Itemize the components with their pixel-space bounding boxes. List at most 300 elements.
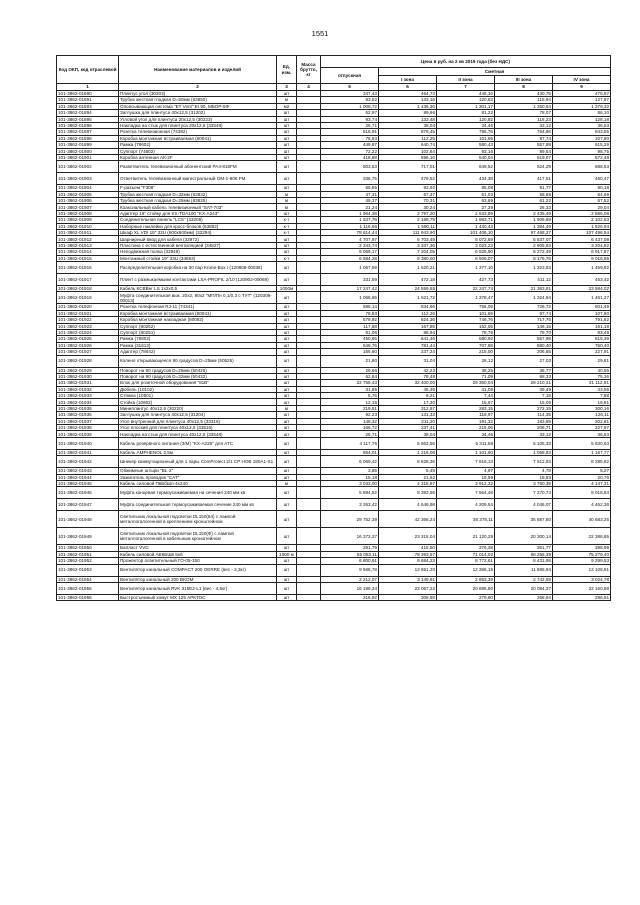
zone-3-price: 36 887,80: [495, 511, 553, 528]
item-name: Угол плоский для плинтуса 40x12,5 (33516): [119, 425, 277, 431]
column-index: 1: [57, 84, 119, 91]
zone-3-price: 114,35: [495, 412, 553, 418]
item-weight: [297, 594, 321, 600]
zone-3-price: 28 210,31: [495, 380, 553, 386]
zone-3-price: 33,12: [495, 431, 553, 437]
item-unit: шт: [277, 564, 297, 576]
zone-3-price: 20 084,37: [495, 582, 553, 594]
release-price: 4 117,76: [321, 437, 379, 449]
release-price: 216,92: [321, 594, 379, 600]
zone-1-price: 31,04: [379, 355, 437, 367]
item-unit: шт: [277, 528, 297, 545]
zone-3-price: 97 468,27: [495, 230, 553, 236]
zone-3-price: 68 256,39: [495, 551, 553, 557]
page-number: 1551: [311, 29, 329, 38]
item-weight: [297, 355, 321, 367]
table-row: [57, 511, 611, 528]
zone-2-price: 1 301,17: [437, 103, 495, 109]
item-code: 101-3862-01907: [57, 204, 119, 210]
item-name: Трубка жесткая гладкая D=32мм (63832): [119, 191, 277, 197]
release-price: 854,01: [321, 449, 379, 455]
release-price: 17 247,42: [321, 285, 379, 291]
release-price: 62,84: [321, 373, 379, 379]
table-row: [57, 564, 611, 576]
item-code: 101-3862-01952: [57, 558, 119, 564]
table-row: [57, 456, 611, 468]
zone-4-price: 2 686,08: [553, 210, 611, 216]
zone-1-price: 2 797,20: [379, 210, 437, 216]
zone-1-price: 479,52: [379, 173, 437, 185]
item-name: Неподвижная полка (32949): [119, 249, 277, 255]
release-price: 29 752,39: [321, 511, 379, 528]
column-index: 8: [495, 84, 553, 91]
item-unit: шт: [277, 122, 297, 128]
item-code: 101-3862-01912: [57, 236, 119, 242]
column-index: 2: [119, 84, 277, 91]
item-unit: шт: [277, 380, 297, 386]
item-code: 101-3862-01918: [57, 285, 119, 291]
item-name: Рамка (31613): [119, 342, 277, 348]
zone-4-price: 1 459,82: [553, 261, 611, 273]
zone-1-price: 167,85: [379, 323, 437, 329]
item-code: 101-3862-01917: [57, 273, 119, 285]
item-code: 101-3862-01935: [57, 405, 119, 411]
release-price: 2 212,07: [321, 576, 379, 582]
zone-3-price: 206,65: [495, 349, 553, 355]
item-name: Шнекер коммутационный для 1 пары ComProtect 2/1 CP НОВ 180А1-S1: [119, 456, 277, 468]
item-code: 101-3862-01934: [57, 399, 119, 405]
item-unit: шт: [277, 582, 297, 594]
item-code: 101-3862-01924: [57, 329, 119, 335]
release-price: 616,91: [321, 129, 379, 135]
price-rows: [57, 91, 611, 601]
zone-4-price: 5 630,63: [553, 437, 611, 449]
zone-1-price: 1 590,11: [379, 223, 437, 229]
item-name: Стяжка (10501): [119, 393, 277, 399]
release-price: 62,97: [321, 110, 379, 116]
header-price-group: Цена в руб. на 2 кв 2019 года (без НДС): [321, 56, 611, 68]
zone-1-price: 308,88: [379, 594, 437, 600]
zone-3-price: 15,06: [495, 399, 553, 405]
item-name: Розетка телевизионная (74382): [119, 129, 277, 135]
zone-3-price: 61,22: [495, 198, 553, 204]
zone-1-price: 21,62: [379, 474, 437, 480]
item-name: Соединительная панель "LCS" (33208): [119, 217, 277, 223]
item-name: Зажигатель проводов "CAT": [119, 474, 277, 480]
header-name: Наименование материалов и изделий: [119, 56, 277, 84]
item-unit: шт: [277, 545, 297, 551]
zone-4-price: 750,40: [553, 342, 611, 348]
item-weight: [297, 499, 321, 511]
item-weight: [297, 273, 321, 285]
release-price: 12,15: [321, 399, 379, 405]
release-price: 6 584,28: [321, 255, 379, 261]
item-code: 101-3862-01909: [57, 217, 119, 223]
item-weight: [297, 487, 321, 499]
zone-4-price: 7,88: [553, 393, 611, 399]
zone-4-price: 75 279,40: [553, 551, 611, 557]
item-code: 101-3862-01943: [57, 468, 119, 474]
item-name: Коробка монтажная встраиваемая (80041): [119, 135, 277, 141]
zone-2-price: 7 564,48: [437, 487, 495, 499]
zone-1-price: 312,57: [379, 405, 437, 411]
zone-3-price: 97,74: [495, 135, 553, 141]
zone-1-price: 8 393,56: [379, 487, 437, 499]
item-code: 101-3862-01920: [57, 304, 119, 310]
item-unit: шт: [277, 437, 297, 449]
item-name: Обжимные штыри "BL-2": [119, 468, 277, 474]
release-price: 16 199,34: [321, 582, 379, 594]
zone-1-price: 237,24: [379, 349, 437, 355]
item-unit: шт: [277, 273, 297, 285]
zone-1-price: 4 646,98: [379, 499, 437, 511]
item-name: Вентилятор канальный RVK 315E2-L1 (вес - 4,5кг): [119, 582, 277, 594]
zone-4-price: 22 388,85: [553, 528, 611, 545]
release-price: 5 059,17: [321, 249, 379, 255]
item-code: 101-3862-01938: [57, 425, 119, 431]
item-unit: шт: [277, 261, 297, 273]
header-zone-2: II зона: [437, 76, 495, 84]
item-unit: шт: [277, 173, 297, 185]
zone-1-price: 641,46: [379, 336, 437, 342]
item-unit: шт: [277, 292, 297, 304]
item-unit: шт: [277, 576, 297, 582]
zone-4-price: 1 461,27: [553, 292, 611, 304]
item-unit: м2: [277, 103, 297, 109]
item-unit: шт: [277, 317, 297, 323]
item-code: 101-3862-01899: [57, 142, 119, 148]
release-price: 219,51: [321, 405, 379, 411]
zone-3-price: 1 323,63: [495, 261, 553, 273]
zone-2-price: 7 816,13: [437, 456, 495, 468]
zone-4-price: 126,11: [553, 412, 611, 418]
zone-2-price: 71 014,02: [437, 551, 495, 557]
item-name: Суппорт (80252): [119, 323, 277, 329]
zone-2-price: 101,69: [437, 135, 495, 141]
item-name: Быстросъемный хомут MX 125 АРКТОС: [119, 594, 277, 600]
release-price: 117,88: [321, 323, 379, 329]
item-name: Муфта соединительная термоусаживаемая сечение 240 мм кв: [119, 499, 277, 511]
zone-3-price: 115,94: [495, 97, 553, 103]
item-name: Ответвитель телевизионный магистральный ОМ-1-806 FM: [119, 173, 277, 185]
zone-4-price: 843,55: [553, 129, 611, 135]
item-unit: 1000м: [277, 285, 297, 291]
release-price: 21,80: [321, 355, 379, 367]
zone-1-price: 4 318,67: [379, 480, 437, 486]
item-unit: шт: [277, 474, 297, 480]
zone-1-price: 834,66: [379, 304, 437, 310]
zone-2-price: 118,97: [437, 412, 495, 418]
item-name: Балласт VVG: [119, 545, 277, 551]
zone-2-price: 446,16: [437, 91, 495, 97]
item-name: Суппорт (80251): [119, 329, 277, 335]
zone-3-price: 68,33: [495, 373, 553, 379]
zone-4-price: 29,81: [553, 355, 611, 367]
zone-1-price: 8 628,36: [379, 456, 437, 468]
item-code: 101-3862-01945: [57, 480, 119, 486]
item-unit: м: [277, 405, 297, 411]
zone-1-price: 211,20: [379, 418, 437, 424]
item-unit: шт: [277, 116, 297, 122]
item-unit: шт: [277, 487, 297, 499]
zone-3-price: 7 512,63: [495, 456, 553, 468]
item-name: Миниплинтус 40x12,5 (30220): [119, 405, 277, 411]
zone-2-price: 4 209,54: [437, 499, 495, 511]
item-code: 101-3862-01910: [57, 223, 119, 229]
item-unit: шт: [277, 336, 297, 342]
release-price: 4 707,97: [321, 236, 379, 242]
zone-3-price: 1 906,69: [495, 217, 553, 223]
zone-1-price: 67,37: [379, 191, 437, 197]
zone-1-price: 1 521,72: [379, 292, 437, 304]
item-name: Плинтус угол (30203): [119, 91, 277, 97]
item-name: Светильник локальной подсветки DL150(Ф) с лампой металлогалогенной в кабельным кронштейном: [119, 528, 277, 545]
zone-1-price: 93,92: [379, 185, 437, 191]
item-weight: [297, 261, 321, 273]
zone-2-price: 38,25: [437, 367, 495, 373]
zone-3-price: 2 905,83: [495, 242, 553, 248]
release-price: 578,92: [321, 317, 379, 323]
zone-2-price: 19,59: [437, 474, 495, 480]
item-code: 101-3862-01925: [57, 336, 119, 342]
zone-3-price: 557,98: [495, 336, 553, 342]
item-unit: шт: [277, 558, 297, 564]
item-name: Трубка жесткая гладкая D=50мм (63850): [119, 97, 277, 103]
item-code: 101-3862-01946: [57, 487, 119, 499]
zone-4-price: 36,53: [553, 431, 611, 437]
item-code: 101-3862-01913: [57, 242, 119, 248]
zone-3-price: 183,89: [495, 418, 553, 424]
item-code: 101-3862-01922: [57, 317, 119, 323]
item-name: Кабель силовой ПвБбШп-4x240: [119, 480, 277, 486]
item-name: Колено открывающееся 90 градусов D=25мм (50525): [119, 355, 277, 367]
zone-4-price: 107,80: [553, 135, 611, 141]
zone-4-price: 453,42: [553, 273, 611, 285]
zone-1-price: 1 520,21: [379, 261, 437, 273]
item-code: 101-3862-01900: [57, 148, 119, 154]
item-unit: 1000 м: [277, 551, 297, 557]
item-unit: к-т: [277, 217, 297, 223]
zone-2-price: 1 378,47: [437, 292, 495, 304]
release-price: 22 755,43: [321, 380, 379, 386]
zone-2-price: 34,46: [437, 431, 495, 437]
table-row: [57, 292, 611, 304]
item-code: 101-3862-01890: [57, 91, 119, 97]
zone-2-price: 5 311,59: [437, 437, 495, 449]
zone-2-price: 12 366,15: [437, 564, 495, 576]
table-row: [57, 173, 611, 185]
item-code: 101-3862-01955: [57, 582, 119, 594]
zone-3-price: 764,86: [495, 129, 553, 135]
zone-2-price: 20 895,80: [437, 582, 495, 594]
zone-3-price: 97,74: [495, 310, 553, 316]
item-name: Адаптер (78642): [119, 349, 277, 355]
zone-4-price: 83,49: [553, 329, 611, 335]
item-name: Заглушка для плинтуса 40x12,5 (31204): [119, 412, 277, 418]
item-unit: шт: [277, 210, 297, 216]
zone-1-price: 781,44: [379, 342, 437, 348]
item-weight: [297, 456, 321, 468]
zone-2-price: 215,00: [437, 349, 495, 355]
zone-3-price: 11 885,94: [495, 564, 553, 576]
zone-2-price: 8 506,07: [437, 255, 495, 261]
zone-3-price: 146,15: [495, 323, 553, 329]
zone-4-price: 22 150,88: [553, 582, 611, 594]
release-price: 3 263,42: [321, 499, 379, 511]
release-price: 418,88: [321, 154, 379, 160]
zone-3-price: 3 760,39: [495, 480, 553, 486]
zone-1-price: 42,23: [379, 367, 437, 373]
zone-2-price: 283,15: [437, 405, 495, 411]
column-index: 9: [553, 84, 611, 91]
zone-2-price: 34,46: [437, 122, 495, 128]
zone-1-price: 8,21: [379, 393, 437, 399]
zone-1-price: 86,94: [379, 329, 437, 335]
zone-4-price: 75,36: [553, 373, 611, 379]
zone-2-price: 215,06: [437, 425, 495, 431]
item-name: Коробка монтажная встраиваемая (80041): [119, 310, 277, 316]
zone-4-price: 3 204,82: [553, 242, 611, 248]
release-price: 15,18: [321, 474, 379, 480]
zone-4-price: 398,99: [553, 545, 611, 551]
release-price: 331,59: [321, 273, 379, 285]
item-code: 101-3862-01947: [57, 499, 119, 511]
item-weight: [297, 173, 321, 185]
zone-3-price: 1 250,64: [495, 103, 553, 109]
item-name: Рамка (78602): [119, 142, 277, 148]
item-code: 101-3862-01903: [57, 173, 119, 185]
zone-4-price: 460,47: [553, 173, 611, 185]
zone-3-price: 680,40: [495, 342, 553, 348]
zone-3-price: 8 431,95: [495, 558, 553, 564]
zone-4-price: 43,55: [553, 386, 611, 392]
item-unit: шт: [277, 393, 297, 399]
zone-3-price: 8 175,76: [495, 255, 553, 261]
zone-4-price: 107 496,54: [553, 230, 611, 236]
item-weight: [297, 564, 321, 576]
release-price: 21,24: [321, 204, 379, 210]
zone-1-price: 78 393,57: [379, 551, 437, 557]
zone-1-price: 30,24: [379, 204, 437, 210]
item-name: Заглушка для плинтуса 40x12,5 (31202): [119, 110, 277, 116]
item-name: Коробка монтажная накладная (80082): [119, 317, 277, 323]
zone-3-price: 417,51: [495, 173, 553, 185]
item-name: Монтажный стойки 19" 33U (34853): [119, 255, 277, 261]
zone-3-price: 5 837,07: [495, 236, 553, 242]
item-name: Кабель КСВВнг LS 1x2x0,5: [119, 285, 277, 291]
zone-3-price: 272,15: [495, 405, 553, 411]
zone-2-price: 120,63: [437, 97, 495, 103]
table-row: [57, 487, 611, 499]
column-index: 6: [379, 84, 437, 91]
zone-1-price: 640,74: [379, 142, 437, 148]
item-unit: шт: [277, 412, 297, 418]
zone-3-price: 21 383,81: [495, 285, 553, 291]
item-unit: шт: [277, 161, 297, 173]
item-code: 101-3862-01905: [57, 191, 119, 197]
item-code: 101-3862-01932: [57, 386, 119, 392]
zone-2-price: 376,38: [437, 545, 495, 551]
zone-3-price: 361,77: [495, 545, 553, 551]
release-price: 9 568,78: [321, 564, 379, 576]
item-name: Шкаф XL VDI 19" 33U (600x600мм) (33294): [119, 230, 277, 236]
release-price: 26,71: [321, 122, 379, 128]
item-weight: [297, 511, 321, 528]
release-price: 148,32: [321, 418, 379, 424]
release-price: 6 800,91: [321, 558, 379, 564]
release-price: 1 008,72: [321, 103, 379, 109]
zone-3-price: 27,03: [495, 355, 553, 367]
zone-1-price: 1 436,36: [379, 103, 437, 109]
zone-4-price: 296,61: [553, 594, 611, 600]
zone-2-price: 71,09: [437, 373, 495, 379]
zone-2-price: 101 406,10: [437, 230, 495, 236]
item-unit: шт: [277, 110, 297, 116]
table-row: [57, 594, 611, 600]
zone-1-price: 7 204,05: [379, 249, 437, 255]
item-code: 101-3862-01948: [57, 511, 119, 528]
item-unit: м: [277, 191, 297, 197]
zone-3-price: 4 046,07: [495, 499, 553, 511]
item-code: 101-3862-01908: [57, 210, 119, 216]
item-unit: шт: [277, 456, 297, 468]
item-unit: шт: [277, 499, 297, 511]
zone-4-price: 107,80: [553, 310, 611, 316]
zone-3-price: 624,29: [495, 161, 553, 173]
zone-1-price: 3 149,81: [379, 576, 437, 582]
zone-4-price: 23 584,02: [553, 285, 611, 291]
zone-1-price: 415,50: [379, 545, 437, 551]
item-code: 101-3862-01898: [57, 135, 119, 141]
item-code: 101-3862-01931: [57, 380, 119, 386]
zone-4-price: 801,49: [553, 304, 611, 310]
release-price: 1 537,78: [321, 217, 379, 223]
zone-4-price: 6 437,08: [553, 236, 611, 242]
zone-3-price: 268,94: [495, 594, 553, 600]
table-row: [57, 355, 611, 367]
item-unit: шт: [277, 367, 297, 373]
zone-1-price: 45,35: [379, 386, 437, 392]
header-code: Код ОКП, код отраслевой: [57, 56, 119, 84]
item-name: Кабель силовой АВКБШв 5x6: [119, 551, 277, 557]
release-price: 503,53: [321, 161, 379, 173]
item-unit: шт: [277, 431, 297, 437]
item-code: 101-3862-01951: [57, 551, 119, 557]
item-unit: м: [277, 97, 297, 103]
zone-1-price: 112,26: [379, 310, 437, 316]
item-unit: шт: [277, 310, 297, 316]
release-price: 336,75: [321, 173, 379, 185]
release-price: 65,85: [321, 185, 379, 191]
zone-3-price: 726,72: [495, 304, 553, 310]
release-price: 92,23: [321, 412, 379, 418]
item-code: 101-3862-01944: [57, 474, 119, 480]
zone-3-price: 1 324,94: [495, 292, 553, 304]
item-code: 101-3862-01953: [57, 564, 119, 576]
zone-4-price: 615,29: [553, 142, 611, 148]
item-code: 101-3862-01919: [57, 292, 119, 304]
zone-1-price: 102,84: [379, 148, 437, 154]
zone-1-price: 17,30: [379, 399, 437, 405]
item-code: 101-3862-01933: [57, 393, 119, 399]
zone-2-price: 28,12: [437, 355, 495, 367]
zone-3-price: 26,33: [495, 204, 553, 210]
zone-2-price: 6 525,90: [437, 249, 495, 255]
item-unit: м: [277, 204, 297, 210]
item-unit: шт: [277, 373, 297, 379]
item-code: 101-3862-01928: [57, 355, 119, 367]
item-name: Дюбель (10102): [119, 386, 277, 392]
